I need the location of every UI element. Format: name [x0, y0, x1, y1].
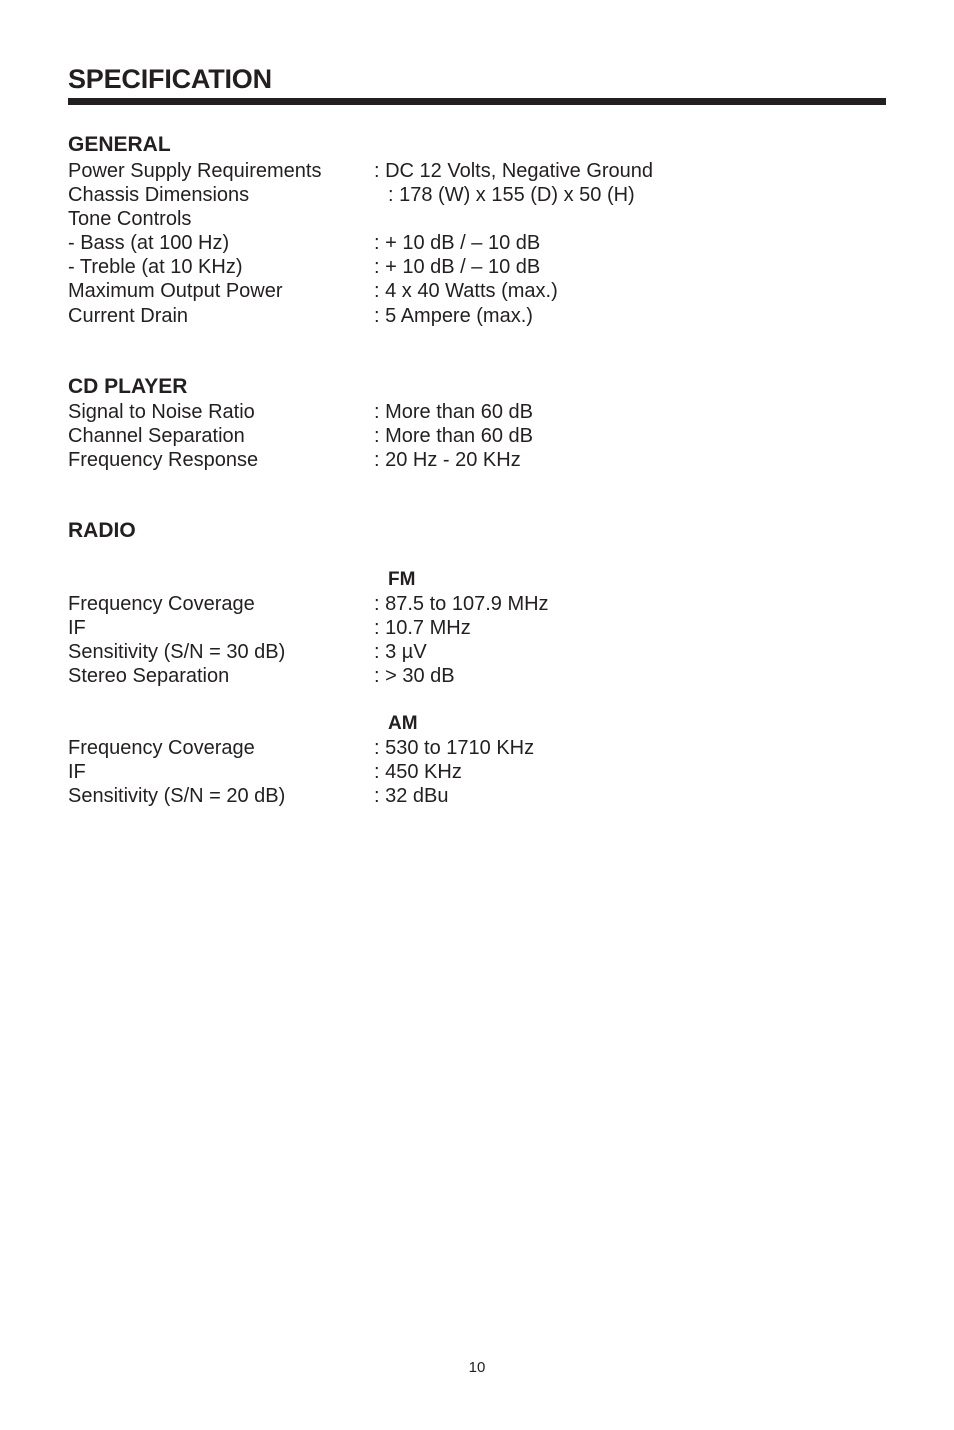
spec-row-bass	[68, 231, 828, 255]
spec-label: Power Supply Requirements	[68, 160, 322, 182]
spec-value: : + 10 dB / – 10 dB	[374, 232, 541, 254]
page-title: SPECIFICATION	[68, 64, 272, 94]
spec-label: - Treble (at 10 KHz)	[68, 256, 243, 278]
spec-value: : 4 x 40 Watts (max.)	[374, 280, 558, 302]
spec-row-chassis-dimensions	[68, 183, 828, 207]
spec-value: : 178 (W) x 155 (D) x 50 (H)	[388, 184, 635, 206]
spec-label: Signal to Noise Ratio	[68, 401, 255, 423]
spec-label: IF	[68, 617, 86, 639]
spec-value: : More than 60 dB	[374, 425, 533, 447]
spec-row-am-sensitivity	[68, 784, 828, 808]
spec-label: Frequency Response	[68, 449, 259, 471]
spec-row-frequency-response	[68, 448, 828, 472]
spec-label: - Bass (at 100 Hz)	[68, 232, 230, 254]
spec-label: IF	[68, 761, 86, 783]
spec-row-power-supply	[68, 159, 828, 183]
spec-value: : More than 60 dB	[374, 401, 533, 423]
spec-value: : 5 Ampere (max.)	[374, 305, 533, 327]
sub-heading-fm: FM	[388, 569, 416, 590]
spec-label: Channel Separation	[68, 425, 245, 447]
spec-label: Frequency Coverage	[68, 593, 255, 615]
spec-value: : > 30 dB	[374, 665, 455, 687]
spec-row-fm-sensitivity	[68, 640, 828, 664]
spec-value: : 32 dBu	[374, 785, 449, 807]
spec-label: Current Drain	[68, 305, 189, 327]
spec-value: : DC 12 Volts, Negative Ground	[374, 160, 654, 182]
spec-value: : 3 µV	[374, 641, 427, 663]
spec-row-fm-stereo-separation	[68, 664, 828, 688]
spec-row-am-if	[68, 760, 828, 784]
spec-row-fm-frequency-coverage	[68, 592, 828, 616]
spec-row-max-output-power	[68, 279, 828, 303]
spec-label: Sensitivity (S/N = 30 dB)	[68, 641, 286, 663]
spec-row-signal-to-noise	[68, 400, 828, 424]
spec-value: : 450 KHz	[374, 761, 462, 783]
spec-row-tone-controls	[68, 207, 828, 231]
spec-row-am-frequency-coverage	[68, 736, 828, 760]
spec-value: : 87.5 to 107.9 MHz	[374, 593, 549, 615]
spec-value: : + 10 dB / – 10 dB	[374, 256, 541, 278]
spec-label: Stereo Separation	[68, 665, 230, 687]
spec-label: Maximum Output Power	[68, 280, 283, 302]
section-heading-cd-player: CD PLAYER	[68, 375, 188, 398]
spec-label: Tone Controls	[68, 208, 192, 230]
section-heading-general: GENERAL	[68, 133, 171, 156]
spec-row-treble	[68, 255, 828, 279]
title-rule	[68, 98, 886, 105]
sub-heading-am: AM	[388, 713, 418, 734]
spec-row-fm-if	[68, 616, 828, 640]
spec-row-channel-separation	[68, 424, 828, 448]
spec-label: Frequency Coverage	[68, 737, 255, 759]
spec-row-current-drain	[68, 304, 828, 328]
spec-value: : 10.7 MHz	[374, 617, 471, 639]
spec-label: Chassis Dimensions	[68, 184, 250, 206]
spec-value: : 20 Hz - 20 KHz	[374, 449, 521, 471]
spec-label: Sensitivity (S/N = 20 dB)	[68, 785, 286, 807]
section-heading-radio: RADIO	[68, 519, 136, 542]
page-number: 10	[468, 1359, 486, 1376]
spec-value: : 530 to 1710 KHz	[374, 737, 535, 759]
